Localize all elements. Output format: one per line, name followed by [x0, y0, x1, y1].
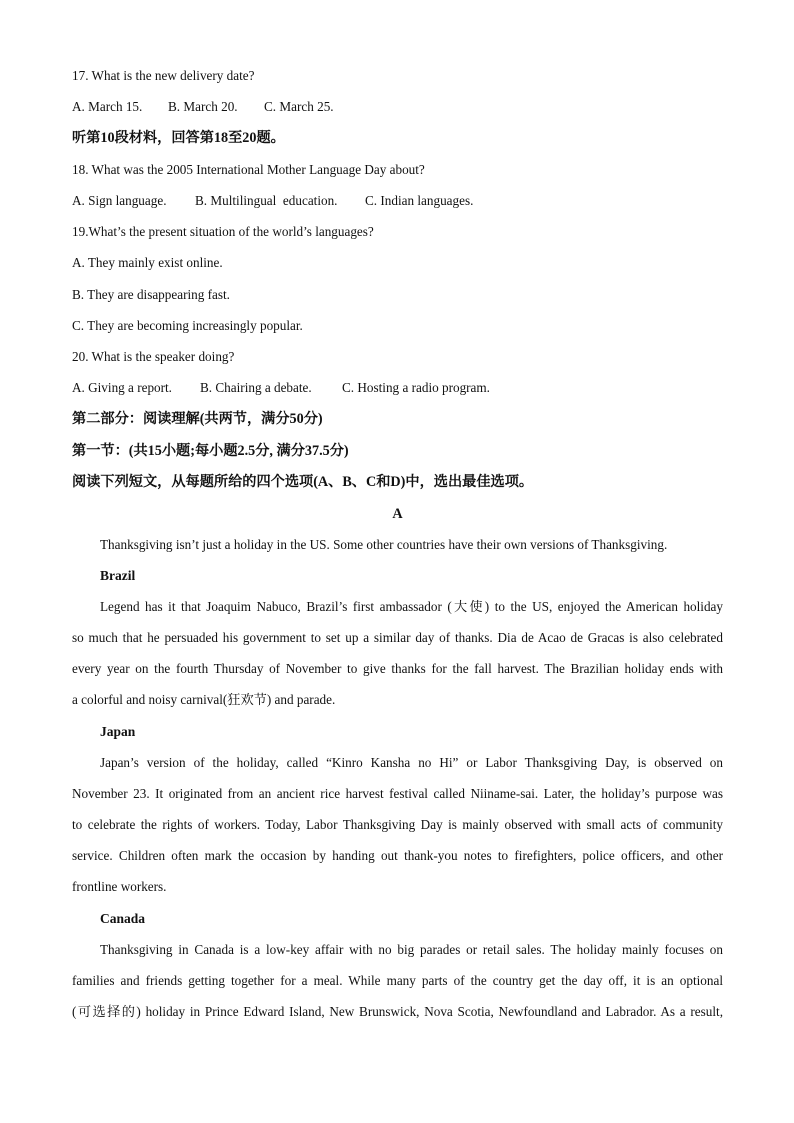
option-c: C. March 25.: [264, 99, 334, 114]
instruction: 阅读下列短文，从每题所给的四个选项(A、B、C和D)中，选出最佳选项。: [72, 474, 534, 490]
canada-line: (可选择的) holiday in Prince Edward Island, New Brunswick, Nova Scotia, Newfoundland and Labrador. As a result,: [72, 1004, 723, 1019]
option-b: B. March 20.: [168, 99, 238, 114]
question-18: 18. What was the 2005 International Mother Language Day about?: [72, 162, 425, 177]
option-c: C. Hosting a radio program.: [342, 380, 490, 395]
option-a: A. March 15.: [72, 99, 143, 114]
japan-line: to celebrate the rights of workers. Today, Labor Thanksgiving Day is mainly observed with small acts of community: [72, 817, 723, 832]
option-a: A. Sign language.: [72, 193, 167, 208]
option-c: C. Indian languages.: [365, 193, 474, 208]
section-one-heading: 第一节：(共15小题;每小题2.5分, 满分37.5分): [72, 443, 349, 459]
brazil-line: so much that he persuaded his government to set up a similar day of thanks. Dia de Acao de Gracas is also celebrated: [72, 630, 723, 645]
passage-label: A: [392, 506, 403, 522]
brazil-line: Legend has it that Joaquim Nabuco, Brazil’s first ambassador (大使) to the US, enjoyed the American holiday: [100, 599, 723, 614]
japan-line: Japan’s version of the holiday, called “Kinro Kansha no Hi” or Labor Thanksgiving Day, is observed on: [100, 755, 723, 770]
option-b: B. Chairing a debate.: [200, 380, 312, 395]
option-b: B. They are disappearing fast.: [72, 287, 230, 302]
question-20: 20. What is the speaker doing?: [72, 349, 235, 364]
section-heading-10: 听第10段材料，回答第18至20题。: [72, 130, 285, 146]
japan-line: frontline workers.: [72, 879, 167, 894]
option-b: B. Multilingual education.: [195, 193, 338, 208]
passage-intro: Thanksgiving isn’t just a holiday in the US. Some other countries have their own versions of Thanksgiving.: [100, 537, 668, 552]
japan-line: November 23. It originated from an ancient rice harvest festival called Niiname-sai. Later, the holiday’s purpose was: [72, 786, 723, 801]
brazil-line: every year on the fourth Thursday of November to give thanks for the fall harvest. The Brazilian holiday ends with: [72, 661, 723, 676]
question-17: 17. What is the new delivery date?: [72, 68, 255, 83]
canada-line: families and friends getting together for a meal. While many parts of the country get the day off, it is an optional: [72, 973, 723, 988]
option-c: C. They are becoming increasingly popular.: [72, 318, 303, 333]
option-a: A. They mainly exist online.: [72, 255, 223, 270]
question-19: 19.What’s the present situation of the world’s languages?: [72, 224, 374, 239]
question-18-options: [72, 192, 473, 210]
option-a: A. Giving a report.: [72, 380, 172, 395]
question-20-options: [72, 379, 490, 397]
heading-brazil: Brazil: [100, 568, 136, 583]
part-two-heading: 第二部分：阅读理解(共两节，满分50分): [72, 411, 323, 427]
heading-canada: Canada: [100, 911, 146, 926]
heading-japan: Japan: [100, 724, 136, 739]
canada-line: Thanksgiving in Canada is a low-key affair with no big parades or retail sales. The holiday mainly focuses on: [100, 942, 723, 957]
brazil-line: a colorful and noisy carnival(狂欢节) and parade.: [72, 692, 336, 707]
question-17-options: [72, 98, 334, 116]
japan-line: service. Children often mark the occasion by handing out thank-you notes to firefighters, police officers, and other: [72, 848, 723, 863]
